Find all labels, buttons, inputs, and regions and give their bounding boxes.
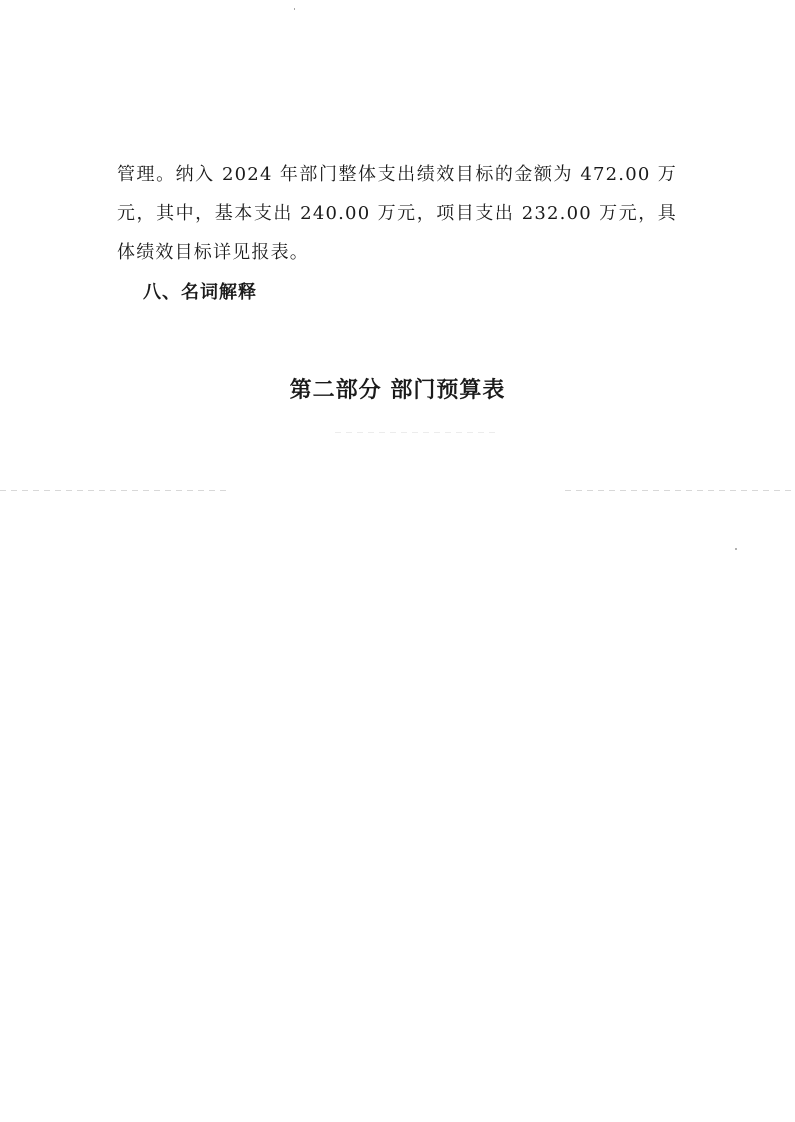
part-title: 第二部分 部门预算表 — [289, 378, 506, 403]
body-line-3: 体绩效目标详见报表。 — [117, 242, 309, 263]
scan-speck — [735, 548, 737, 550]
scan-artifact-line — [335, 432, 495, 433]
body-paragraph — [117, 155, 677, 272]
body-line-1: 管理。纳入 2024 年部门整体支出绩效目标的金额为 472.00 万 — [117, 164, 677, 185]
body-line-2: 元，其中，基本支出 240.00 万元，项目支出 232.00 万元，具 — [117, 203, 677, 224]
scan-artifact-line — [565, 490, 795, 491]
section-heading: 八、名词解释 — [143, 282, 257, 303]
scan-artifact-line — [0, 490, 230, 491]
scan-speck — [294, 8, 295, 10]
